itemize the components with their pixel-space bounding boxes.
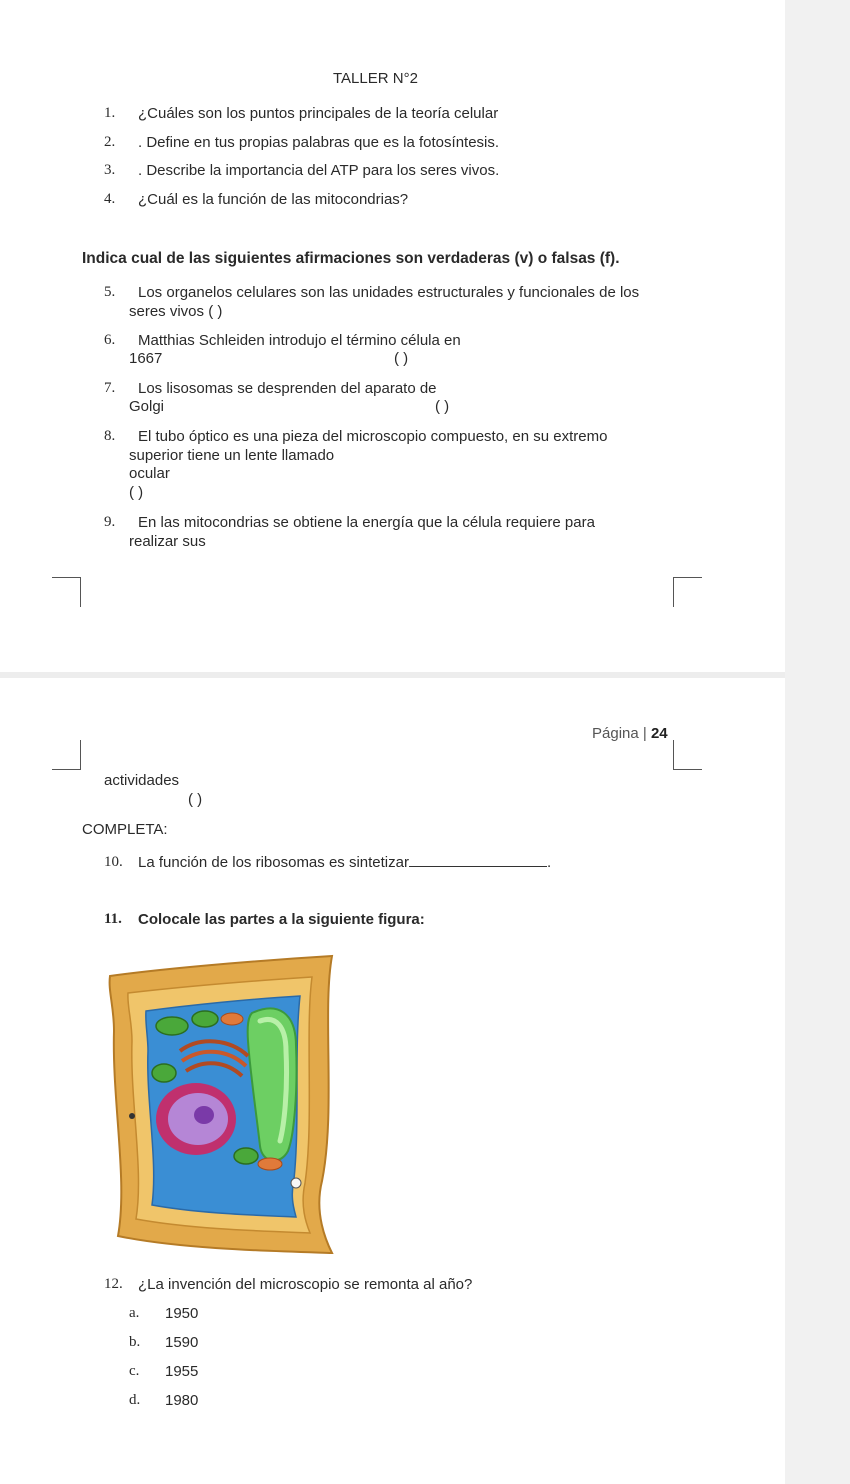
option-value[interactable]: 1955 [165,1363,199,1380]
statement-text: ocular [129,465,170,482]
document-page-1 [0,0,785,672]
question-text: . Define en tus propias palabras que es la fotosíntesis. [138,134,500,151]
answer-parentheses[interactable]: ( ) [129,484,144,501]
question-number: 1. [104,105,116,121]
question-text: Colocale las partes a la siguiente figura: [138,911,425,928]
page-label: Página | [592,725,651,742]
question-number: 2. [104,134,116,150]
statement-text: Golgi [129,398,165,415]
complete-heading: COMPLETA: [82,821,168,838]
question-end: . [546,854,552,871]
option-value[interactable]: 1590 [165,1334,199,1351]
question-text: . Describe la importancia del ATP para los seres vivos. [138,162,500,179]
question-number: 11. [104,911,122,927]
question-number: 12. [104,1276,123,1292]
question-number: 10. [104,854,123,870]
question-number: 4. [104,191,116,207]
statement-number: 8. [104,428,116,444]
answer-parentheses[interactable]: ( ) [435,398,450,415]
statement-number: 7. [104,380,116,396]
question-text: ¿La invención del microscopio se remonta al año? [138,1276,473,1293]
answer-parentheses[interactable]: ( ) [188,791,203,808]
question-text: ¿Cuáles son los puntos principales de la teoría celular [138,105,499,122]
option-value[interactable]: 1950 [165,1305,199,1322]
statement-number: 5. [104,284,116,300]
statement-text: Matthias Schleiden introdujo el término célula en [138,332,461,349]
page-header [592,725,668,743]
viewer-scroll-area [785,0,850,1484]
question-number: 3. [104,162,116,178]
statement-number: 6. [104,332,116,348]
option-letter: c. [129,1363,140,1379]
statement-text: 1667 [129,350,163,367]
crop-mark-bottom-left [52,577,81,607]
true-false-instruction: Indica cual de las siguientes afirmaciones son verdaderas (v) o falsas (f). [82,250,620,267]
question-text: ¿Cuál es la función de las mitocondrias? [138,191,409,208]
option-letter: b. [129,1334,141,1350]
statement-continuation: actividades [104,772,180,789]
statement-number: 9. [104,514,116,530]
statement-text: Los organelos celulares son las unidades estructurales y funcionales de los [138,284,640,301]
statement-text: En las mitocondrias se obtiene la energía que la célula requiere para [138,514,595,531]
option-letter: d. [129,1392,141,1408]
crop-mark-top-left [52,740,81,770]
document-page-2 [0,678,785,1484]
statement-text: El tubo óptico es una pieza del microscopio compuesto, en su extremo [138,428,608,445]
statement-text: superior tiene un lente llamado [129,447,335,464]
statement-text: seres vivos ( ) [129,303,223,320]
question-10 [138,854,551,872]
statement-text: realizar sus [129,533,206,550]
question-text: La función de los ribosomas es sintetizar [138,854,409,871]
answer-blank[interactable] [409,855,547,867]
answer-parentheses[interactable]: ( ) [394,350,409,367]
worksheet-title: TALLER N°2 [333,70,418,87]
option-value[interactable]: 1980 [165,1392,199,1409]
option-letter: a. [129,1305,140,1321]
crop-mark-top-right [673,740,702,770]
statement-text: Los lisosomas se desprenden del aparato de [138,380,437,397]
crop-mark-bottom-right [673,577,702,607]
page-number: 24 [650,725,668,742]
plant-cell-illustration [100,951,345,1261]
